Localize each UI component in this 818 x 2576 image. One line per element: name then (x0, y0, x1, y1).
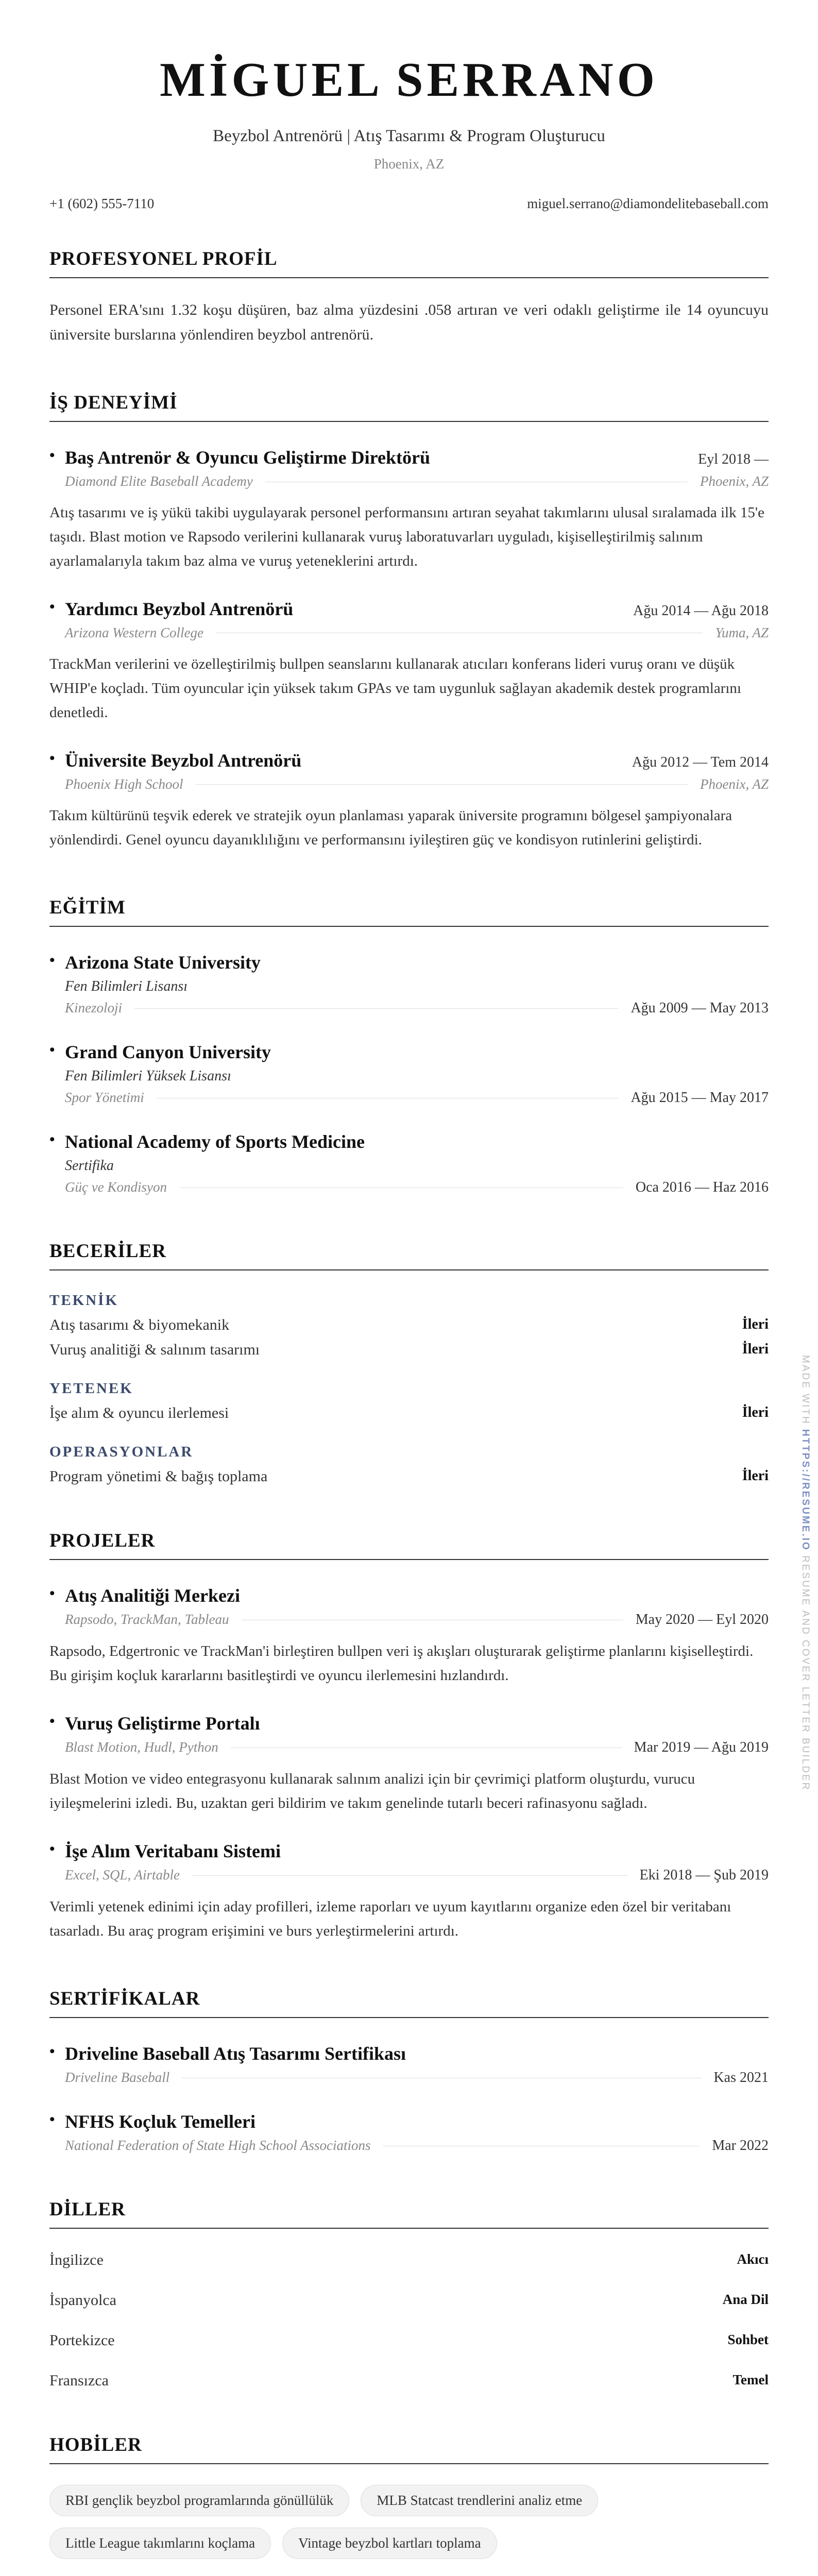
job-org: Phoenix High School (65, 776, 183, 792)
section-heading-certifications: SERTİFİKALAR (49, 1988, 769, 2018)
project-description: Rapsodo, Edgertronic ve TrackMan'i birleştiren bullpen veri iş akışları oluşturarak geliştirme planlarını kişiselleştirdi. Bu girişim koçluk kararlarını basitleştirdi ve oyuncu ilerlemesini hızlandırdı. (49, 1642, 754, 1684)
degree: Sertifika (65, 1157, 114, 1174)
job-title: • Yardımcı Beyzbol Antrenörü (49, 598, 293, 620)
language-level: Akıcı (737, 2251, 769, 2267)
language-name: Portekizce (49, 2331, 115, 2349)
job-date: Ağu 2014 — Ağu 2018 (633, 602, 769, 619)
language-level: Sohbet (727, 2331, 769, 2347)
divider (265, 481, 688, 482)
job-location: Phoenix, AZ (700, 776, 769, 792)
certification-issuer: Driveline Baseball (65, 2070, 170, 2086)
project-date: Mar 2019 — Ağu 2019 (634, 1739, 769, 1755)
skill-level: İleri (742, 1404, 769, 1420)
language-name: Fransızca (49, 2371, 109, 2389)
skill-group (49, 1444, 769, 1485)
skill-name: Vuruş analitiği & salınım tasarımı (49, 1341, 260, 1358)
education-entry (49, 1131, 769, 1196)
section-heading-profile: PROFESYONEL PROFİL (49, 248, 769, 278)
skill-category: OPERASYONLAR (49, 1443, 194, 1460)
contact-row (49, 196, 769, 212)
education-date: Ağu 2015 — May 2017 (630, 1089, 769, 1106)
job-title: • Baş Antrenör & Oyuncu Geliştirme Direktörü (49, 447, 430, 468)
experience-entry (49, 598, 769, 725)
hobby-chip: Vintage beyzbol kartları toplama (282, 2528, 497, 2559)
certification-title: • Driveline Baseball Atış Tasarımı Sertifikası (49, 2043, 406, 2064)
project-description: Blast Motion ve video entegrasyonu kullanarak salınım analizi için bir çevrimiçi platform oluşturdu, vurucu iyileşmelerini izledi. Bu, uzaktan geri bildirim ve takım genelinde tutarlı beceri rafinasyonu sağladı. (49, 1770, 695, 1811)
certification-entry (49, 2043, 769, 2086)
certification-date: Mar 2022 (712, 2137, 769, 2154)
projects-section (49, 1530, 769, 1943)
job-date: Ağu 2012 — Tem 2014 (632, 754, 769, 770)
school-name: • Arizona State University (49, 952, 261, 973)
candidate-location: Phoenix, AZ (373, 156, 445, 172)
hobby-chip: RBI gençlik beyzbol programlarında gönüllülük (49, 2485, 349, 2516)
language-row (49, 2372, 769, 2389)
project-title: • İşe Alım Veritabanı Sistemi (49, 1840, 281, 1862)
project-tools: Blast Motion, Hudl, Python (65, 1739, 218, 1755)
skill-row (49, 1404, 769, 1422)
candidate-title: Beyzbol Antrenörü | Atış Tasarımı & Program Oluşturucu (213, 127, 605, 145)
language-name: İspanyolca (49, 2291, 116, 2309)
education-section (49, 896, 769, 1196)
school-name: • National Academy of Sports Medicine (49, 1131, 365, 1153)
project-description: Verimli yetenek edinimi için aday profilleri, izleme raporları ve uyum kayıtlarını organize eden özel bir veritabanı tasarladı. Bu araç program erişimini ve burs yerleştirmelerini artırdı. (49, 1898, 731, 1939)
section-heading-experience: İŞ DENEYİMİ (49, 392, 769, 422)
builder-watermark (799, 1355, 811, 1791)
project-date: Eki 2018 — Şub 2019 (639, 1867, 769, 1883)
job-location: Phoenix, AZ (700, 473, 769, 489)
field-of-study: Spor Yönetimi (65, 1090, 144, 1106)
certification-entry (49, 2111, 769, 2154)
education-entry (49, 1041, 769, 1106)
section-heading-hobbies: HOBİLER (49, 2434, 769, 2464)
project-tools: Rapsodo, TrackMan, Tableau (65, 1612, 229, 1628)
divider (195, 784, 688, 785)
hobby-chip: Little League takımlarını koçlama (49, 2528, 271, 2559)
project-title: • Atış Analitiği Merkezi (49, 1585, 240, 1606)
skill-name: Atış tasarımı & biyomekanik (49, 1316, 230, 1333)
skill-category: YETENEK (49, 1380, 133, 1397)
school-name: • Grand Canyon University (49, 1041, 271, 1063)
watermark-suffix: RESUME AND COVER LETTER BUILDER (800, 1555, 811, 1791)
language-row (49, 2332, 769, 2349)
skill-row (49, 1316, 769, 1334)
hobby-chip: MLB Statcast trendlerini analiz etme (361, 2485, 598, 2516)
section-heading-skills: BECERİLER (49, 1240, 769, 1270)
job-org: Arizona Western College (65, 624, 203, 640)
certification-issuer: National Federation of State High School Associations (65, 2138, 371, 2154)
job-description: Atış tasarımı ve iş yükü takibi uygulayarak personel performansını artıran seyahat takımlarını ulusal sıralamada ilk 15'e taşıdı. Blast motion ve Rapsodo verilerini kullanarak vuruş laboratuvarları uyguladı, kişiselleştirilmiş salınım ayarlamalarıyla takım baz alma ve vuruş yeteneklerini artırdı. (49, 504, 764, 569)
skill-group (49, 1380, 769, 1422)
divider (231, 1747, 622, 1748)
hobby-list (49, 2485, 769, 2559)
certification-date: Kas 2021 (713, 2069, 769, 2086)
experience-section (49, 392, 769, 852)
section-heading-projects: PROJELER (49, 1530, 769, 1560)
certification-title: • NFHS Koçluk Temelleri (49, 2111, 255, 2132)
job-description: Takım kültürünü teşvik ederek ve stratejik oyun planlaması yaparak üniversite programını bölgesel şampiyonalara yönlendirdi. Genel oyuncu dayanıklılığını ve performansını iyileştiren güç ve kondisyon rutinlerini geliştirdi. (49, 807, 732, 848)
skill-name: Program yönetimi & bağış toplama (49, 1467, 268, 1485)
degree: Fen Bilimleri Yüksek Lisansı (65, 1067, 231, 1084)
experience-entry (49, 447, 769, 573)
project-title: • Vuruş Geliştirme Portalı (49, 1713, 260, 1734)
skill-row (49, 1341, 769, 1359)
language-level: Temel (732, 2371, 769, 2387)
skill-category: TEKNİK (49, 1292, 119, 1309)
section-heading-education: EĞİTİM (49, 896, 769, 927)
job-title: • Üniversite Beyzbol Antrenörü (49, 750, 301, 771)
divider (216, 632, 703, 633)
divider (383, 2145, 700, 2146)
job-description: TrackMan verilerini ve özelleştirilmiş bullpen seanslarını kullanarak atıcıları konferans lideri vuruş oranı ve düşük WHIP'e koçladı. Tüm oyuncular için yüksek takım GPAs ve tam uygunluk sağlayan akademik destek programlarını denetledi. (49, 655, 741, 721)
divider (179, 1187, 623, 1188)
divider (192, 1875, 627, 1876)
project-tools: Excel, SQL, Airtable (65, 1867, 180, 1883)
skill-level: İleri (742, 1341, 769, 1357)
job-date: Eyl 2018 — (698, 451, 769, 467)
phone-number[interactable]: +1 (602) 555-7110 (49, 196, 155, 211)
skill-name: İşe alım & oyuncu ilerlemesi (49, 1404, 229, 1421)
language-row (49, 2251, 769, 2269)
skill-level: İleri (742, 1467, 769, 1484)
languages-section (49, 2198, 769, 2389)
skill-group (49, 1292, 769, 1359)
experience-entry (49, 750, 769, 852)
skill-level: İleri (742, 1316, 769, 1332)
divider (157, 1097, 619, 1098)
watermark-link[interactable]: HTTPS://RESUME.IO (800, 1429, 811, 1551)
language-level: Ana Dil (722, 2291, 769, 2307)
profile-summary: Personel ERA'sını 1.32 koşu düşüren, baz alma yüzdesini .058 artıran ve veri odaklı geliştirme ile 14 oyuncuyu üniversite burslarına yönlendiren beyzbol antrenörü. (49, 301, 769, 343)
candidate-name: MİGUEL SERRANO (160, 53, 658, 107)
project-entry (49, 1713, 769, 1816)
certifications-section (49, 1988, 769, 2154)
divider (134, 1008, 618, 1009)
divider (182, 2077, 701, 2078)
language-name: İngilizce (49, 2251, 104, 2268)
project-entry (49, 1840, 769, 1943)
education-date: Ağu 2009 — May 2013 (630, 999, 769, 1016)
degree: Fen Bilimleri Lisansı (65, 978, 188, 994)
resume-page (49, 0, 769, 2576)
divider (242, 1619, 623, 1620)
education-date: Oca 2016 — Haz 2016 (635, 1179, 769, 1195)
job-location: Yuma, AZ (715, 624, 769, 640)
profile-section (49, 248, 769, 347)
skill-row (49, 1468, 769, 1485)
field-of-study: Güç ve Kondisyon (65, 1179, 167, 1195)
project-date: May 2020 — Eyl 2020 (635, 1611, 769, 1628)
project-entry (49, 1585, 769, 1688)
field-of-study: Kinezoloji (65, 1000, 123, 1016)
watermark-prefix: MADE WITH (800, 1355, 811, 1425)
education-entry (49, 952, 769, 1016)
skills-section (49, 1240, 769, 1485)
job-org: Diamond Elite Baseball Academy (65, 473, 253, 489)
language-row (49, 2292, 769, 2309)
section-heading-languages: DİLLER (49, 2198, 769, 2229)
hobbies-section (49, 2434, 769, 2559)
email-address[interactable]: miguel.serrano@diamondelitebaseball.com (527, 196, 769, 211)
